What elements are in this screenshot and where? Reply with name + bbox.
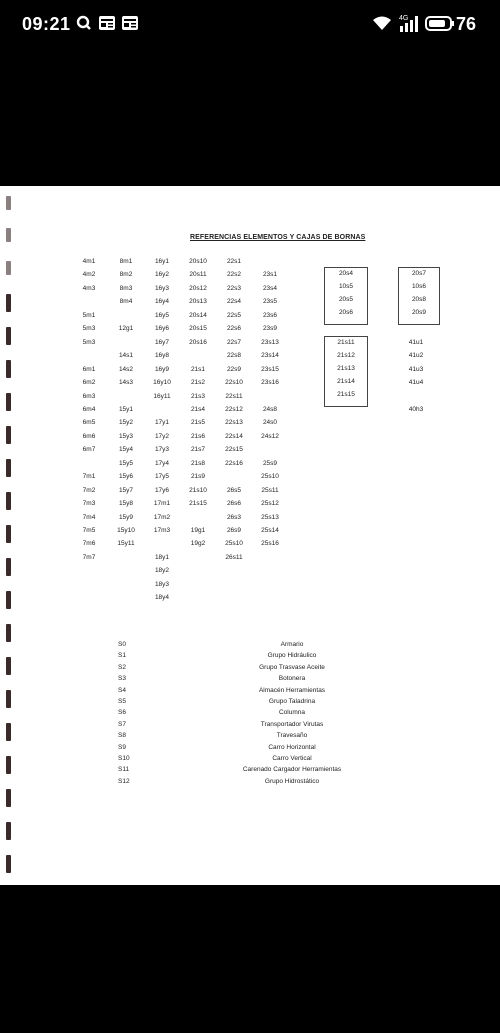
reference-code: 25s10 bbox=[225, 540, 243, 548]
legend-code: S7 bbox=[118, 720, 126, 728]
binding-hole bbox=[6, 360, 11, 378]
binding-hole bbox=[6, 294, 11, 312]
reference-code: 12g1 bbox=[118, 325, 134, 333]
reference-code: 23s15 bbox=[261, 365, 279, 373]
reference-code: 17m3 bbox=[153, 527, 171, 534]
reference-code: 14s1 bbox=[118, 352, 134, 360]
reference-code: 26s11 bbox=[225, 553, 243, 561]
legend-label: Carro Vertical bbox=[272, 755, 312, 762]
reference-code: 22s12 bbox=[225, 405, 243, 413]
binding-hole bbox=[6, 492, 11, 510]
reference-code: 21s10 bbox=[189, 486, 207, 494]
box-entry: 21s15 bbox=[337, 391, 355, 398]
reference-code: 15y6 bbox=[118, 473, 134, 481]
reference-code: 17y2 bbox=[154, 432, 170, 440]
reference-code: 7m2 bbox=[82, 486, 96, 494]
reference-code: 18y2 bbox=[154, 567, 170, 575]
reference-code: 24s0 bbox=[262, 419, 278, 427]
reference-code: 5m3 bbox=[82, 338, 96, 346]
battery-icon bbox=[425, 16, 455, 36]
box-entry: 21s12 bbox=[337, 352, 355, 359]
reference-code: 26s5 bbox=[226, 486, 242, 494]
reference-code: 6m3 bbox=[82, 392, 96, 400]
reference-code: 16y11 bbox=[153, 392, 171, 400]
box-entry: 21s13 bbox=[337, 365, 355, 372]
reference-code: 40h3 bbox=[408, 406, 424, 413]
box-entry: 20s9 bbox=[411, 309, 427, 316]
reference-code: 21s7 bbox=[190, 446, 206, 454]
reference-code: 17y5 bbox=[154, 473, 170, 481]
reference-code: 22s7 bbox=[226, 338, 242, 346]
reference-code: 22s3 bbox=[226, 284, 242, 292]
reference-code: 8m4 bbox=[119, 298, 133, 306]
reference-code: 21s5 bbox=[190, 419, 206, 427]
reference-code: 7m4 bbox=[82, 513, 96, 521]
reference-code: 21s1 bbox=[190, 365, 206, 373]
reference-code: 20s11 bbox=[189, 271, 207, 279]
binding-hole bbox=[6, 228, 11, 242]
reference-code: 5m3 bbox=[82, 325, 96, 333]
reference-code: 16y3 bbox=[154, 284, 170, 292]
reference-code: 20s15 bbox=[189, 325, 207, 333]
reference-code: 20s10 bbox=[189, 258, 207, 265]
legend-code: S1 bbox=[118, 652, 126, 660]
reference-code: 8m2 bbox=[119, 271, 133, 279]
reference-code: 15y4 bbox=[118, 446, 134, 454]
reference-code: 25s10 bbox=[261, 473, 279, 481]
reference-code: 14s3 bbox=[118, 379, 134, 387]
binding-hole bbox=[6, 624, 11, 642]
reference-code: 8m1 bbox=[119, 258, 133, 265]
legend-label: Carro Horizontal bbox=[268, 743, 316, 751]
reference-code: 7m1 bbox=[82, 473, 96, 481]
reference-code: 17y4 bbox=[154, 459, 170, 467]
reference-code: 18y1 bbox=[154, 553, 170, 561]
reference-code: 15y5 bbox=[118, 459, 134, 467]
reference-code: 15y8 bbox=[118, 500, 134, 508]
legend-label: Travesaño bbox=[276, 732, 308, 740]
reference-code: 6m6 bbox=[82, 432, 96, 440]
reference-code: 23s1 bbox=[262, 271, 278, 279]
news-notification-icon bbox=[98, 14, 116, 37]
signal-icon bbox=[398, 13, 422, 38]
reference-code: 7m5 bbox=[82, 527, 96, 534]
reference-code: 16y9 bbox=[154, 365, 170, 373]
reference-code: 22s14 bbox=[225, 432, 243, 440]
reference-code: 16y7 bbox=[154, 338, 170, 346]
legend-code: S11 bbox=[118, 766, 130, 774]
reference-code: 22s5 bbox=[226, 311, 242, 319]
reference-code: 8m3 bbox=[119, 284, 133, 292]
battery-level: 76 bbox=[456, 14, 477, 34]
binding-hole bbox=[6, 756, 11, 774]
binding-hole bbox=[6, 196, 11, 210]
legend-label: Columna bbox=[278, 709, 306, 717]
legend-label: Armario bbox=[280, 641, 304, 648]
reference-code: 16y4 bbox=[154, 298, 170, 306]
reference-code: 6m4 bbox=[82, 405, 96, 413]
binding-hole bbox=[6, 261, 11, 275]
reference-code: 6m2 bbox=[82, 379, 96, 387]
binding-hole bbox=[6, 393, 11, 411]
reference-code: 19g1 bbox=[190, 527, 206, 534]
reference-code: 16y2 bbox=[154, 271, 170, 279]
search-notification-icon bbox=[76, 14, 92, 37]
reference-code: 21s2 bbox=[190, 379, 206, 387]
reference-code: 17y6 bbox=[154, 486, 170, 494]
reference-code: 15y10 bbox=[117, 527, 135, 534]
legend-label: Carenado Cargador Herramientas bbox=[242, 766, 342, 774]
reference-code: 41u1 bbox=[408, 339, 424, 346]
reference-code: 18y4 bbox=[154, 594, 170, 602]
binding-hole bbox=[6, 690, 11, 708]
legend-label: Transportador Virutas bbox=[260, 720, 324, 728]
status-bar bbox=[0, 0, 500, 50]
legend-code: S5 bbox=[118, 698, 126, 705]
reference-code: 23s16 bbox=[261, 379, 279, 387]
reference-code: 24s8 bbox=[262, 405, 278, 413]
box-entry: 20s7 bbox=[411, 270, 427, 277]
binding-hole bbox=[6, 657, 11, 675]
reference-code: 23s6 bbox=[262, 311, 278, 319]
reference-code: 23s4 bbox=[262, 284, 278, 292]
reference-code: 26s3 bbox=[226, 513, 242, 521]
legend-code: S3 bbox=[118, 675, 126, 683]
clock: 09:21 bbox=[22, 14, 71, 34]
legend-label: Grupo Hidráulico bbox=[267, 652, 317, 660]
reference-code: 14s2 bbox=[118, 365, 134, 373]
box-entry: 20s4 bbox=[338, 270, 354, 277]
legend-label: Botonera bbox=[278, 675, 306, 683]
reference-code: 25s9 bbox=[262, 459, 278, 467]
binding-hole bbox=[6, 525, 11, 543]
reference-code: 22s13 bbox=[225, 419, 243, 427]
legend-code: S6 bbox=[118, 709, 126, 717]
reference-code: 4m3 bbox=[82, 284, 96, 292]
reference-code: 16y10 bbox=[153, 379, 171, 387]
reference-code: 22s2 bbox=[226, 271, 242, 279]
reference-code: 7m3 bbox=[82, 500, 96, 508]
legend-code: S2 bbox=[118, 663, 126, 671]
legend-label: Grupo Taladrina bbox=[268, 698, 316, 705]
reference-code: 21s8 bbox=[190, 459, 206, 467]
reference-code: 23s9 bbox=[262, 325, 278, 333]
legend-code: S0 bbox=[118, 641, 126, 648]
reference-code: 21s15 bbox=[189, 500, 207, 508]
reference-code: 22s15 bbox=[225, 446, 243, 454]
legend-code: S10 bbox=[118, 755, 130, 762]
box-entry: 20s8 bbox=[411, 296, 427, 303]
reference-code: 15y1 bbox=[118, 405, 134, 413]
reference-code: 25s13 bbox=[261, 513, 279, 521]
reference-code: 15y7 bbox=[118, 486, 134, 494]
reference-code: 23s14 bbox=[261, 352, 279, 360]
news-notification-icon-2 bbox=[121, 14, 139, 37]
binding-hole bbox=[6, 822, 11, 840]
reference-code: 25s12 bbox=[261, 500, 279, 508]
reference-code: 20s12 bbox=[189, 284, 207, 292]
reference-code: 15y11 bbox=[117, 540, 135, 548]
reference-code: 25s11 bbox=[261, 486, 279, 494]
reference-code: 26s9 bbox=[226, 527, 242, 534]
reference-code: 7m6 bbox=[82, 540, 96, 548]
box-entry: 20s6 bbox=[338, 309, 354, 316]
reference-code: 4m1 bbox=[82, 258, 96, 265]
reference-code: 17y1 bbox=[154, 419, 170, 427]
reference-code: 22s16 bbox=[225, 459, 243, 467]
document-page[interactable] bbox=[0, 186, 500, 885]
reference-code: 21s9 bbox=[190, 473, 206, 481]
legend-code: S9 bbox=[118, 743, 126, 751]
wifi-icon bbox=[372, 15, 392, 36]
reference-code: 20s13 bbox=[189, 298, 207, 306]
reference-code: 6m1 bbox=[82, 365, 96, 373]
reference-code: 16y5 bbox=[154, 311, 170, 319]
reference-code: 20s16 bbox=[189, 338, 207, 346]
reference-code: 25s14 bbox=[261, 527, 279, 534]
reference-code: 22s6 bbox=[226, 325, 242, 333]
legend-code: S8 bbox=[118, 732, 126, 740]
binding-hole bbox=[6, 789, 11, 807]
reference-code: 41u3 bbox=[408, 365, 424, 373]
reference-code: 24s12 bbox=[261, 432, 279, 440]
reference-code: 15y3 bbox=[118, 432, 134, 440]
reference-code: 5m1 bbox=[82, 311, 96, 319]
legend-code: S12 bbox=[118, 777, 130, 785]
reference-code: 7m7 bbox=[82, 553, 96, 561]
reference-code: 6m7 bbox=[82, 446, 96, 454]
reference-code: 17m1 bbox=[153, 500, 171, 508]
reference-code: 18y3 bbox=[154, 580, 170, 588]
reference-code: 20s14 bbox=[189, 311, 207, 319]
legend-label: Grupo Hidrostático bbox=[264, 777, 320, 785]
binding-hole bbox=[6, 855, 11, 873]
binding-hole bbox=[6, 591, 11, 609]
box-entry: 21s11 bbox=[337, 339, 355, 346]
reference-code: 15y2 bbox=[118, 419, 134, 427]
box-entry: 10s6 bbox=[411, 283, 427, 290]
reference-code: 41u4 bbox=[408, 379, 424, 387]
reference-code: 17y3 bbox=[154, 446, 170, 454]
reference-code: 19g2 bbox=[190, 540, 206, 548]
box-entry: 10s5 bbox=[338, 283, 354, 290]
binding-hole bbox=[6, 426, 11, 444]
legend-code: S4 bbox=[118, 686, 126, 694]
reference-code: 22s9 bbox=[226, 365, 242, 373]
box-entry: 20s5 bbox=[338, 296, 354, 303]
binding-hole bbox=[6, 459, 11, 477]
binding-hole bbox=[6, 558, 11, 576]
reference-code: 25s16 bbox=[261, 540, 279, 548]
reference-code: 22s4 bbox=[226, 298, 242, 306]
reference-code: 21s4 bbox=[190, 405, 206, 413]
reference-code: 41u2 bbox=[408, 352, 424, 360]
legend-label: Almacén Herramientas bbox=[258, 686, 326, 694]
box-entry: 21s14 bbox=[337, 378, 355, 385]
reference-code: 6m5 bbox=[82, 419, 96, 427]
reference-code: 22s8 bbox=[226, 352, 242, 360]
document-title: REFERENCIAS ELEMENTOS Y CAJAS DE BORNAS bbox=[190, 234, 366, 241]
reference-code: 21s6 bbox=[190, 432, 206, 440]
binding-hole bbox=[6, 327, 11, 345]
binding-hole bbox=[6, 723, 11, 741]
reference-code: 22s1 bbox=[226, 258, 242, 265]
reference-code: 16y8 bbox=[154, 352, 170, 360]
reference-code: 17m2 bbox=[153, 513, 171, 521]
reference-code: 23s5 bbox=[262, 298, 278, 306]
reference-code: 23s13 bbox=[261, 338, 279, 346]
legend-label: Grupo Trasvase Aceite bbox=[259, 663, 325, 671]
reference-code: 21s3 bbox=[190, 392, 206, 400]
reference-code: 26s6 bbox=[226, 500, 242, 508]
reference-code: 22s10 bbox=[225, 379, 243, 387]
network-label: 4G bbox=[399, 15, 409, 22]
reference-code: 16y1 bbox=[154, 258, 170, 265]
reference-code: 4m2 bbox=[82, 271, 96, 279]
reference-code: 15y9 bbox=[118, 513, 134, 521]
reference-code: 22s11 bbox=[225, 392, 243, 400]
reference-code: 16y6 bbox=[154, 325, 170, 333]
